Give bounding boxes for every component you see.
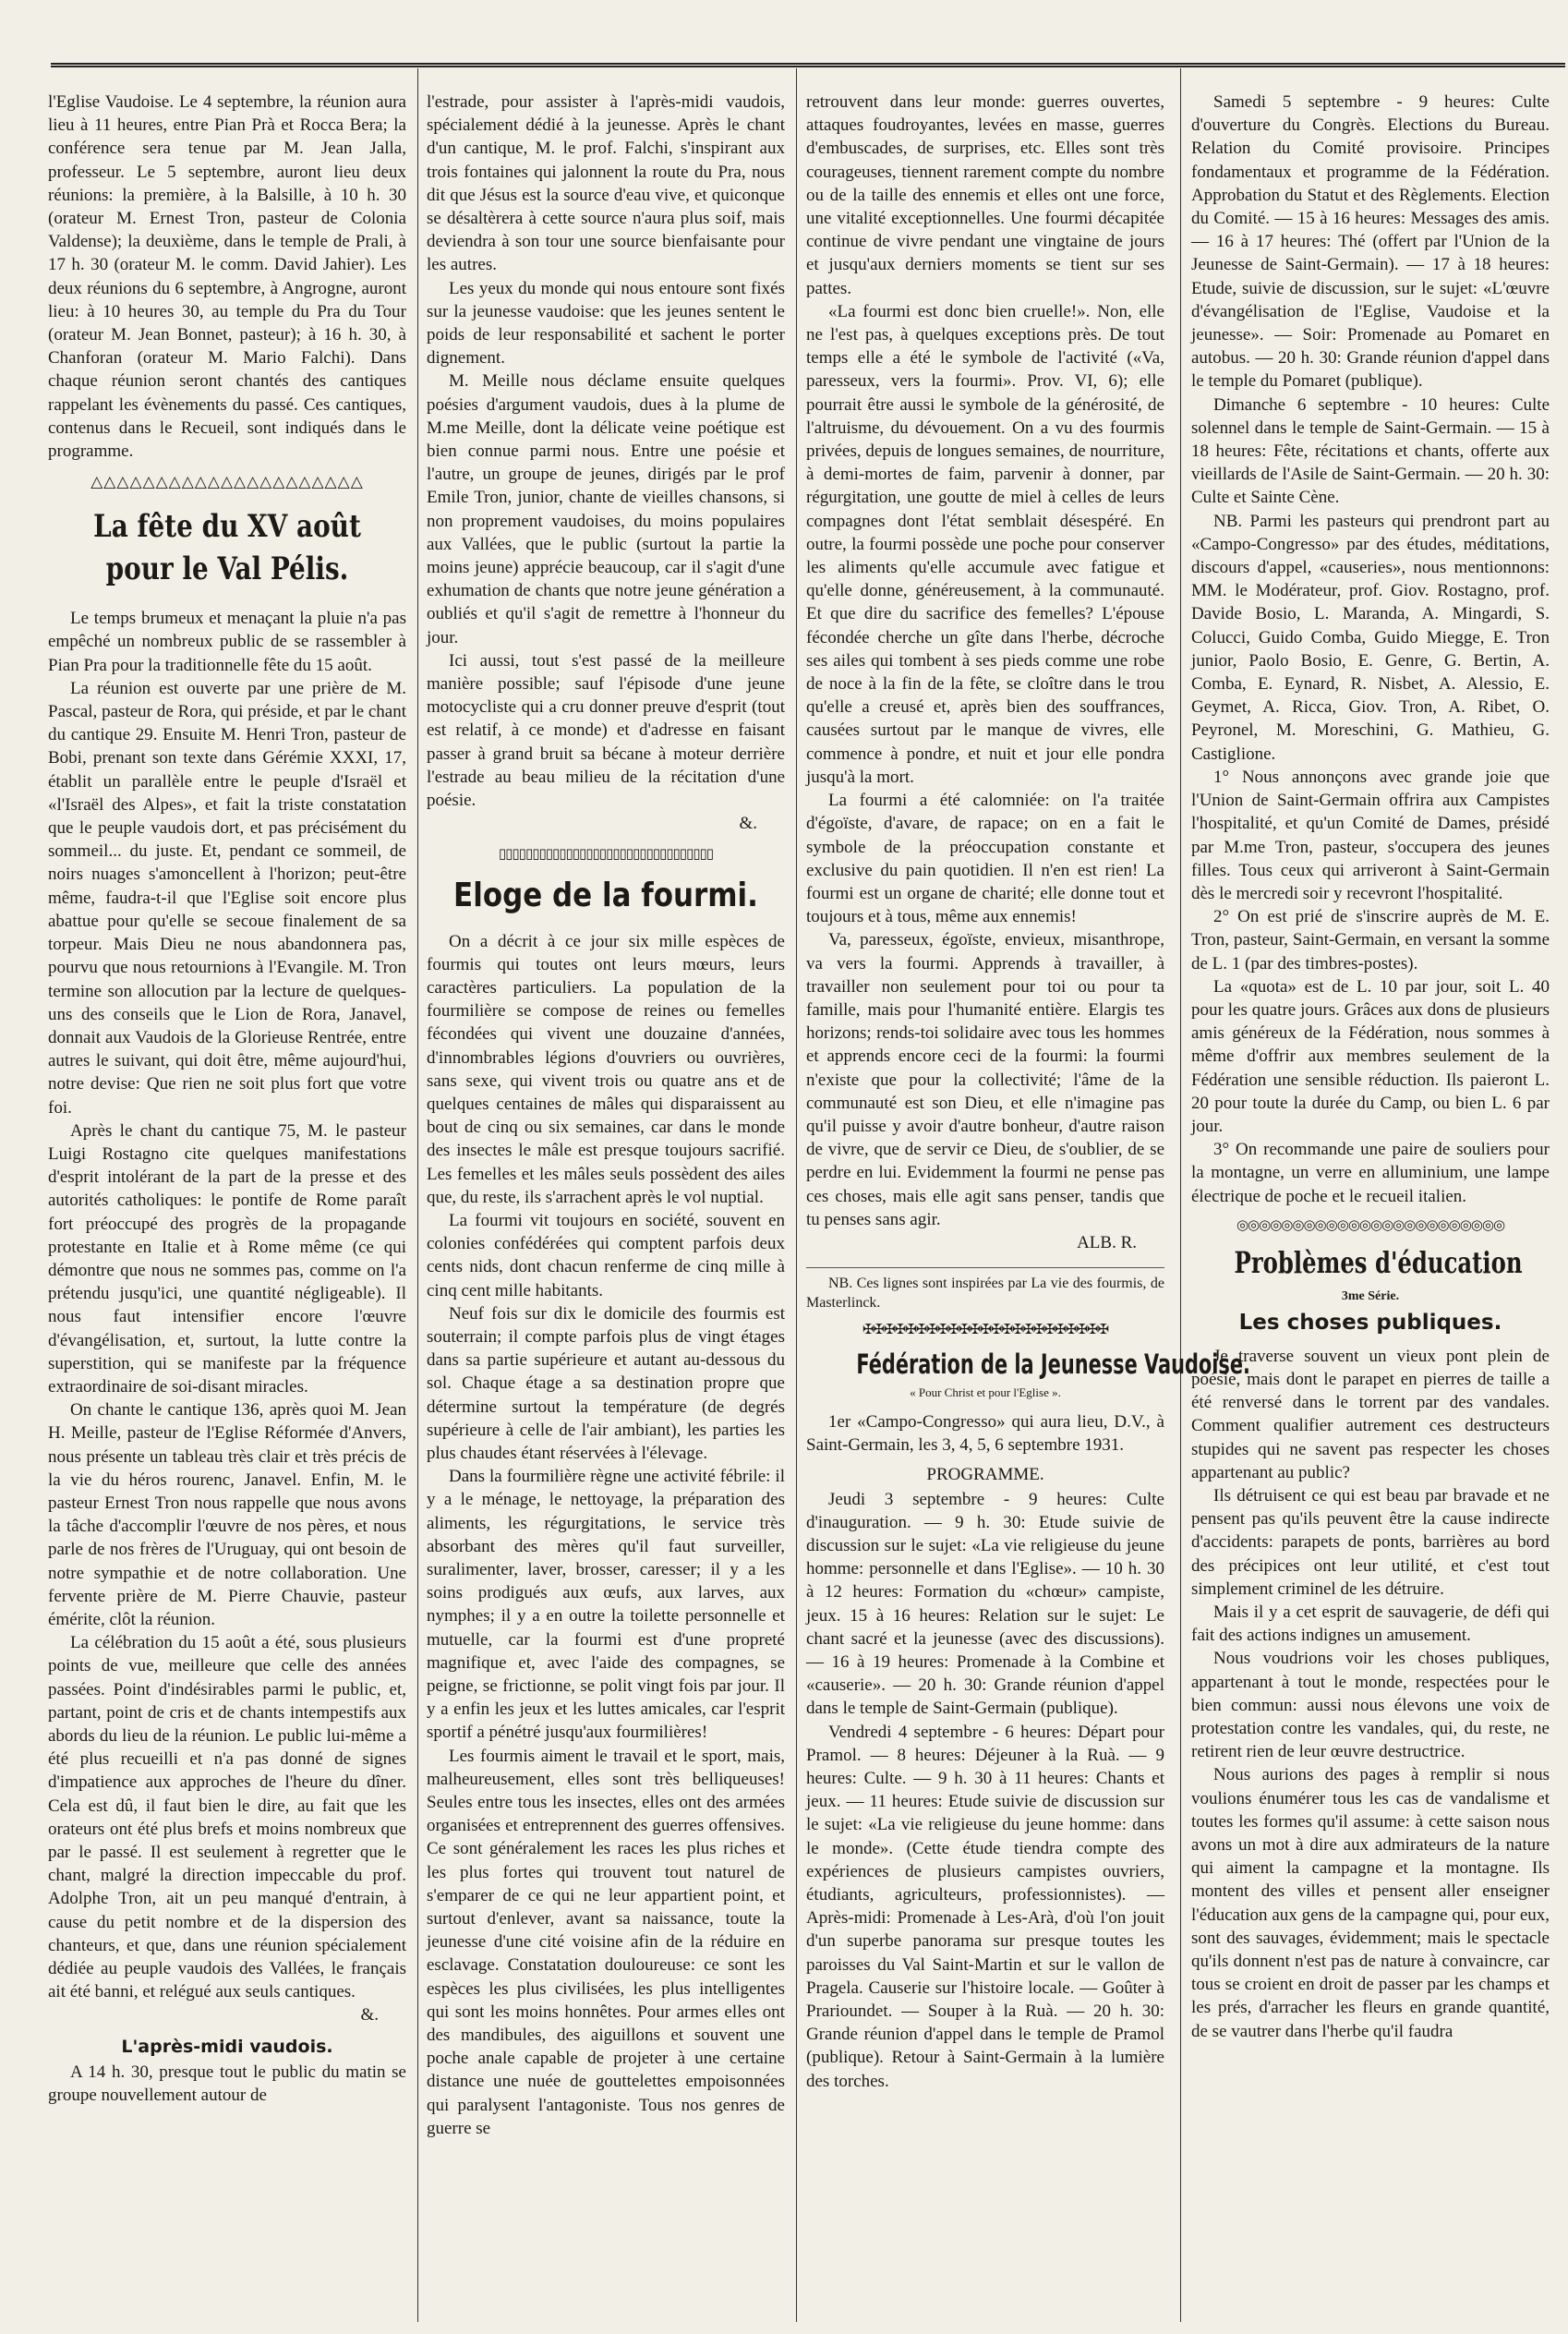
paragraph: Va, paresseux, égoïste, envieux, misanthrope, va vers la fourmi. Apprends à travailler, à travailler non seulement pour toi ou pour ta famille, mais pour l'humanité entière. Elargis tes horizons; rends-toi solidaire avec tous les hommes et apprends encore ceci de la fourmi: la fourmi n'existe que pour la collectivité; l'âme de la communauté est son Dieu, et elle n'imagine pas qu'il puisse y avoir d'autre bonheur, d'autre raison de vivre, que de servir ce Dieu, de s'oublier, de se perdre en lui. Evidemment la fourmi ne pense pas ces choses, mais elle agit sans penser, tandis que tu penses sans agir.	[806, 930, 1164, 1229]
article-subtitle: Les choses publiques.	[1238, 1310, 1502, 1335]
paragraph: Neuf fois sur dix le domicile des fourmis est souterrain; il compte parfois plus de vingt étages dans sa partie supérieure et autant au-dessous du sol. Chaque étage a sa destination propre que détermine surtout la température (de degrés supérieure à celle de l'air ambiant), les parties les plus chaudes étant réservées à l'élevage.	[427, 1303, 785, 1463]
paragraph: Dans la fourmilière règne une activité fébrile: il y a le ménage, le nettoyage, la préparation des aliments, les régurgitations, le service très absorbant des mères qu'il faut surveiller, suralimenter, laver, brosser, caresser; il y a les soins prodigués aux œufs, aux larves, aux nymphes; il y a en outre la toilette personnelle et mutuelle, car la fourmi est d'une propreté magnifique et, avec l'aide des compagnes, se peigne, se frictionne, se polit vingt fois par jour. Il y a enfin les jeux et les luttes amicales, car l'esprit sportif a pénétré jusqu'aux fourmilières!	[427, 1467, 785, 1743]
signature: &.	[360, 2005, 379, 2026]
series-label: 3me Série.	[1341, 1288, 1400, 1303]
paragraph: Mais il y a cet esprit de sauvagerie, de défi qui fait des actions indignes un amusement.	[1191, 1602, 1550, 1646]
article-continuation: l'Eglise Vaudoise. Le 4 septembre, la réunion aura lieu à 11 heures, entre Pian Prà et Rocca Bera; la conférence sera tenue par M. Jean Jalla, professeur. Le 5 septembre, auront lieu deux réunions: la première, à la Balsille, à 10 h. 30 (orateur M. Ernest Tron, pasteur de Colonia Valdense); la deuxième, dans le temple de Prali, à 17 h. 30 (orateur M. le comm. David Jahier). Les deux réunions du 6 septembre, à Angrogne, auront lieu: à 10 heures 30, au temple du Pra du Tour (orateur M. Jean Bonnet, pasteur); à 16 h. 30, à Chanforan (orateur M. Mario Falchi). Dans chaque réunion seront chantés des cantiques rappelant les évènements du passé. Ces cantiques, contenus dans le Recueil, sont indiqués dans le programme.	[48, 92, 406, 462]
paragraph: Je traverse souvent un vieux pont plein de poésie, mais dont le parapet en pierres de taille a été renversé dans le torrent par des vandales. Comment qualifier autrement ces destructeurs stupides qui ne savent pas respecter les choses appartenant au public?	[1191, 1346, 1550, 1482]
column-2	[427, 91, 785, 2316]
paragraph: A 14 h. 30, presque tout le public du matin se groupe nouvellement autour de	[48, 2062, 406, 2105]
paragraph: Le temps brumeux et menaçant la pluie n'a pas empêché un nombreux public de se rassembler à Pian Pra pour la traditionnelle fête du 15 août.	[48, 609, 406, 675]
paragraph: l'estrade, pour assister à l'après-midi vaudois, spécialement dédié à la jeunesse. Après le chant d'un cantique, M. le prof. Falchi, s'inspirant aux trois fontaines qui jalonnent la route du Pra, nous dit que Jésus est la source d'eau vive, et quiconque se désaltèrera à cette source n'aura plus soif, mais deviendra à son tour une source bienfaisante pour les autres.	[427, 92, 785, 275]
paragraph: Ils détruisent ce qui est beau par bravade et ne pensent pas qu'ils peuvent être la cause indirecte d'accidents: parapets de ponts, barrières au bord des précipices ont leur utilité, et c'est tout simplement criminel de les détruire.	[1191, 1485, 1550, 1599]
paragraph: Les yeux du monde qui nous entoure sont fixés sur la jeunesse vaudoise: que les jeunes sentent le poids de leur responsabilité et sachent le porter dignement.	[427, 278, 785, 369]
article-title: Eloge de la fourmi.	[453, 876, 758, 914]
column-4	[1191, 91, 1550, 2316]
column-1	[48, 91, 406, 2316]
paragraph: 3° On recommande une paire de souliers pour la montagne, un verre en alluminium, une lampe électrique de poche et le recueil italien.	[1191, 1140, 1550, 1206]
column-rule	[796, 68, 797, 2322]
signature: ALB. R.	[1077, 1232, 1137, 1252]
article-title: La fête du XV août pour le Val Pélis.	[93, 508, 361, 588]
column-rule	[417, 68, 418, 2322]
section-divider: ✠✠✠✠✠✠✠✠✠✠✠✠✠✠✠✠✠✠✠✠✠✠✠	[862, 1323, 1109, 1338]
top-rule	[51, 63, 1565, 67]
paragraph: NB. Parmi les pasteurs qui prendront part au «Campo-Congresso» par des études, méditations, discours d'appel, «causeries», nous mentionnons: MM. le Modérateur, prof. Giov. Rostagno, prof. Davide Bosio, L. Maranda, A. Mingardi, S. Colucci, Guido Comba, Guido Miegge, E. Tron junior, Paolo Bosio, E. Genre, G. Bertin, A. Comba, E. Eynard, R. Nisbet, A. Alessio, E. Geymet, A. Ricca, Giov. Tron, A. Ribet, O. Peyronel, M. Moreschini, G. Mathieu, G. Castiglione.	[1191, 511, 1550, 764]
motto: « Pour Christ et pour l'Eglise ».	[910, 1385, 1061, 1400]
paragraph: Après le chant du cantique 75, M. le pasteur Luigi Rostagno cite quelques manifestations d'esprit intolérant de la part de la presse et des autorités catholiques: le pontife de Rome paraît fort préoccupé des progrès de la propagande protestante en Italie et à Rome même (ce qui démontre que nous ne sommes pas, comme on l'a prétendu jusqu'ici, une quantité négligeable). Il nous faut intensifier encore l'œuvre d'évangélisation, et, surtout, la lutte contre la superstition, qui se manifeste par la fréquence extraordinaire de soi-disant miracles.	[48, 1120, 406, 1397]
paragraph: La réunion est ouverte par une prière de M. Pascal, pasteur de Rora, qui préside, et par le chant du cantique 29. Ensuite M. Henri Tron, pasteur de Bobi, prenant son texte dans Gérémie XXXI, 17, établit un parallèle entre le peuple d'Israël et «l'Israël des Alpes», et fait la triste constatation que le peuple vaudois dort, et pas précisément du sommeil... du juste. Et, pendant ce sommeil, de noirs nuages s'amoncellent à l'horizon; peut-être même, faudra-t-il que l'Eglise soit encore plus abattue pour qu'elle se secoue finalement de sa torpeur. Mais Dieu ne nous abandonnera pas, pourvu que nous retournions à l'Evangile. M. Tron termine son allocution par la lecture de quelques-uns des conseils que le Lion de Rora, Janavel, donnait aux Vaudois de la Glorieuse Rentrée, entre autres le suivant, qui doit être, même aujourd'hui, notre devise: Que rien ne soit plus fort que votre foi.	[48, 678, 406, 1118]
paragraph: Nous aurions des pages à remplir si nous voulions énumérer tous les cas de vandalisme et toutes les formes qu'il assume: à cette saison nous avons un mot à dire aux admirateurs de la nature qui aiment la campagne et la montagne. Ils montent des villes et pensent aller enseigner l'éducation aux gens de la campagne qui, pour eux, sont des sauvages, évidemment; mais le spectacle qu'ils donnent n'est pas de nature à convaincre, car tous se croient en droit de passer par les champs et les prés, d'arracher les fleurs en grande quantité, de se vautrer dans l'herbe qu'il faudra	[1191, 1765, 1550, 2041]
program-heading: PROGRAMME.	[926, 1464, 1044, 1484]
column-rule	[1180, 68, 1181, 2322]
paragraph: La «quota» est de L. 10 par jour, soit L. 40 pour les quatre jours. Grâces aux dons de plusieurs amis généreux de la Fédération, nous sommes à même d'offrir aux membres seulement de la Fédération une sensible réduction. Ils paieront L. 20 pour toute la durée du Camp, ou bien L. 6 par jour.	[1191, 976, 1550, 1136]
paragraph: Nous voudrions voir les choses publiques, appartenant à tout le monde, respectées pour le bien commun: aussi nous élevons une voix de protestation contre les vandales, qui, du reste, ne retirent rien de leur œuvre destructrice.	[1191, 1649, 1550, 1762]
paragraph: La fourmi vit toujours en société, souvent en colonies confédérées qui comptent parfois deux cents nids, dont chacun renferme de cinq mille à cinq cent mille habitants.	[427, 1210, 785, 1300]
footnote: NB. Ces lignes sont inspirées par La vie des fourmis, de Masterlinck.	[806, 1267, 1164, 1312]
signature: &.	[739, 814, 757, 834]
section-divider: △△△△△△△△△△△△△△△△△△△△△	[90, 473, 364, 491]
article-title: Problèmes d'éducation	[1234, 1244, 1523, 1280]
section-divider: ◎◎◎◎◎◎◎◎◎◎◎◎◎◎◎◎◎◎◎◎◎◎◎◎	[1236, 1217, 1505, 1233]
paragraph: 2° On est prié de s'inscrire auprès de M. E. Tron, pasteur, Saint-Germain, en versant la somme de L. 1 (par des timbres-postes).	[1191, 907, 1550, 974]
paragraph: Ici aussi, tout s'est passé de la meilleure manière possible; sauf l'épisode d'une jeune motocycliste qui a cru donner preuve d'esprit (tout est relatif, à ce monde) et d'adresse en faisant passer à grand bruit sa bécane à moteur derrière l'estrade au beau milieu de la récitation d'une poésie.	[427, 650, 785, 811]
subsection-title: L'après-midi vaudois.	[121, 2036, 333, 2057]
paragraph: La fourmi a été calomniée: on l'a traitée d'égoïste, d'avare, de rapace; on en a fait le symbole de la préoccupation constante et exclusive du pain quotidien. Il n'en est rien! La fourmi est un organe de charité; elle donne tout et toujours et à tous, même aux ennemis!	[806, 791, 1164, 927]
paragraph: 1° Nous annonçons avec grande joie que l'Union de Saint-Germain offrira aux Campistes l'hospitalité, et qu'un Comité de Dames, présidé par M.me Tron, pasteur, s'occupera des jeunes filles. Tous ceux qui arriveront à Saint-Germain dès le mercredi soir y recevront l'hospitalité.	[1191, 767, 1550, 903]
program-day: Samedi 5 septembre - 9 heures: Culte d'ouverture du Congrès. Elections du Bureau. Relation du Comité provisoire. Principes fondamentaux et programme de la Fédération. Approbation du Statut et des Règlements. Election du Comité. — 15 à 16 heures: Messages des amis. — 16 à 17 heures: Thé (offert par l'Union de la Jeunesse de Saint-Germain). — 17 à 18 heures: Etude, suivie de discussion, sur le sujet: «L'œuvre d'évangélisation de l'Eglise, Vaudoise et la jeunesse». — Soir: Promenade au Pomaret en autobus. — 20 h. 30: Grande réunion d'appel dans le temple du Pomaret (publique).	[1191, 92, 1550, 392]
paragraph: La célébration du 15 août a été, sous plusieurs points de vue, meilleure que celle des années passées. Point d'indésirables parmi le public, et, partant, point de cris et de chants intempestifs aux abords du lieu de la réunion. Le public lui-même a été plus recueilli et n'a pas donné de signes d'impatience aux approches de l'heure du dîner. Cela est dû, il faut bien le dire, au fait que les orateurs ont été plus brefs et moins nombreux que par le passé. Il est seulement à regretter que le chant, malgré la direction impeccable du prof. Adolphe Tron, ait un peu manqué d'entrain, à cause du petit nombre et de la dispersion des chanteurs, et que, dans une réunion spécialement dédiée au peuple vaudois des Vallées, le français ait été banni, et relégué aux seuls cantiques.	[48, 1633, 406, 2002]
article-title: Fédération de la Jeunesse Vaudoise.	[856, 1348, 1250, 1381]
paragraph: M. Meille nous déclame ensuite quelques poésies d'argument vaudois, dues à la plume de M.me Meille, dont la délicate veine poétique est bien connue parmi nous. Entre une poésie et l'autre, un groupe de jeunes, dirigés par le prof Emile Tron, junior, chante de vieilles chansons, si non proprement vaudoises, du moins populaires aux Vallées, que le public (surtout la partie la moins jeune) apprécie beaucoup, car il s'agit d'une exhumation de chants que notre jeune génération a oubliés et qu'il s'agit de remettre à l'honneur du jour.	[427, 371, 785, 647]
program-day: Jeudi 3 septembre - 9 heures: Culte d'inauguration. — 9 h. 30: Etude suivie de discussion sur le sujet: «La vie religieuse du jeune homme: personnelle et dans l'Eglise». — 10 h. 30 à 12 heures: Formation du «chœur» campiste, jeux. 15 à 16 heures: Relation sur le sujet: Le chant sacré et la jeunesse (avec des discussions). — 16 à 19 heures: Promenade à la Combine et «causerie». — 20 h. 30: Grande réunion d'appel dans le temple de Saint-Germain (publique).	[806, 1489, 1164, 1719]
program-day: Vendredi 4 septembre - 6 heures: Départ pour Pramol. — 8 heures: Déjeuner à la Ruà. — 9 heures: Culte. — 9 h. 30 à 11 heures: Chants et jeux. — 11 heures: Etude suivie de discussion sur le sujet: «La vie religieuse du jeune homme: dans le monde». (Cette étude tiendra compte des expériences de plusieurs campistes ouvriers, étudiants, agriculteurs, professionnistes). — Après-midi: Promenade à Les-Arà, d'où l'on jouit d'un superbe panorama sur presque toutes les paroisses du Val Saint-Martin et sur le vallon de Pragela. Causerie sur l'histoire locale. — Goûter à Prarioundet. — Souper à la Ruà. — 20 h. 30: Grande réunion d'appel dans le temple de Pramol (publique). Retour à Saint-Germain à la lumière des torches.	[806, 1722, 1164, 2091]
paragraph: «La fourmi est donc bien cruelle!». Non, elle ne l'est pas, à quelques exceptions près. De tout temps elle a été le symbole de l'activité («Va, paresseux, vers la fourmi». Prov. VI, 6); elle pourrait être aussi le symbole de la générosité, de l'altruisme, du dévouement. On a vu des fourmis privées, depuis de longues semaines, de nourriture, à demi-mortes de faim, parvenir à donner, par régurgitation, une goutte de miel à celles de leurs compagnes dont l'état semblait désespéré. En outre, la fourmi possède une poche pour conserver les aliments qu'elle accumule avec fatigue et qu'elle donne, généreusement, à la communauté. Et que dire du sacrifice des femelles? L'épouse fécondée cherche un gîte dans l'herbe, décroche ses ailes qui tombent à ses pieds comme une robe de noce à la fin de la fête, se cloître dans le trou qu'elle a creusé et, après bien des souffrances, causées surtout par le manque de vivres, elle commence à pondre, et nuit et jour elle pondra jusqu'à la mort.	[806, 301, 1164, 787]
paragraph: On a décrit à ce jour six mille espèces de fourmis qui toutes ont leurs mœurs, leurs caractères particuliers. La population de la fourmilière se compose de reines ou femelles fécondées qui vivent une douzaine d'années, d'innombrables légions d'ouvriers ou ouvrières, sans sexe, qui vivent trois ou quatre ans et de quelques centaines de mâles qui disparaissent au bout de cinq ou six semaines, car dans le monde des insectes le mâle est presque toujours sacrifié. Les femelles et les mâles seuls possèdent des ailes que, du reste, ils s'arrachent après le vol nuptial.	[427, 931, 785, 1207]
paragraph: Les fourmis aiment le travail et le sport, mais, malheureusement, elles sont très belliqueuses! Seules entre tous les insectes, elles ont des armées organisées et entreprennent des guerres offensives. Ce sont généralement les races les plus riches et les plus fortes qui trouvent tout naturel de s'emparer de ce qui ne leur appartient point, et surtout d'enlever, avant sa naissance, toute la jeunesse d'une cité voisine afin de la réduire en esclavage. Constatation douloureuse: ce sont les espèces les plus civilisées, les plus intelligentes qui sont les moins honnêtes. Pour armes elles ont des mandibules, des aiguillons et souvent une poche anale capable de projeter à une certaine distance une nuée de gouttelettes empoisonnées qui paralysent l'antagoniste. Tous nos genres de guerre se	[427, 1746, 785, 2138]
column-3	[806, 91, 1250, 2316]
paragraph: On chante le cantique 136, après quoi M. Jean H. Meille, pasteur de l'Eglise Réformée d'Anvers, nous présente un tableau très clair et très précis de la vie du héros rourenc, Janavel. Enfin, M. le pasteur Ernest Tron nous rappelle que nous avons la tâche d'accomplir l'œuvre de nos pères, et nous parle de nos frères de l'Uruguay, qui ont besoin de notre sympathie et de notre collaboration. Une fervente prière de M. Pierre Chauvie, pasteur émérite, clôt la réunion.	[48, 1400, 406, 1629]
program-day: Dimanche 6 septembre - 10 heures: Culte solennel dans le temple de Saint-Germain. — 15 à 18 heures: Fête, récitations et chants, offerte aux vieillards de l'Asile de Saint-Germain. — 20 h. 30: Culte et Sainte Cène.	[1191, 394, 1550, 508]
paragraph: retrouvent dans leur monde: guerres ouvertes, attaques foudroyantes, levées en masse, guerres d'embuscades, de surprises, etc. Elles sont très courageuses, tiennent rarement compte du nombre ou de la taille des ennemis et elles ont une force, une vitalité exceptionnelles. Une fourmi décapitée continue de vivre pendant une vingtaine de jours et jusqu'aux derniers moments se tient sur ses pattes.	[806, 92, 1164, 298]
section-divider: ▯▯▯▯▯▯▯▯▯▯▯▯▯▯▯▯▯▯▯▯▯▯▯▯▯▯▯▯▯▯▯▯	[498, 846, 714, 862]
paragraph: 1er «Campo-Congresso» qui aura lieu, D.V., à Saint-Germain, les 3, 4, 5, 6 septembre 1931.	[806, 1412, 1164, 1456]
